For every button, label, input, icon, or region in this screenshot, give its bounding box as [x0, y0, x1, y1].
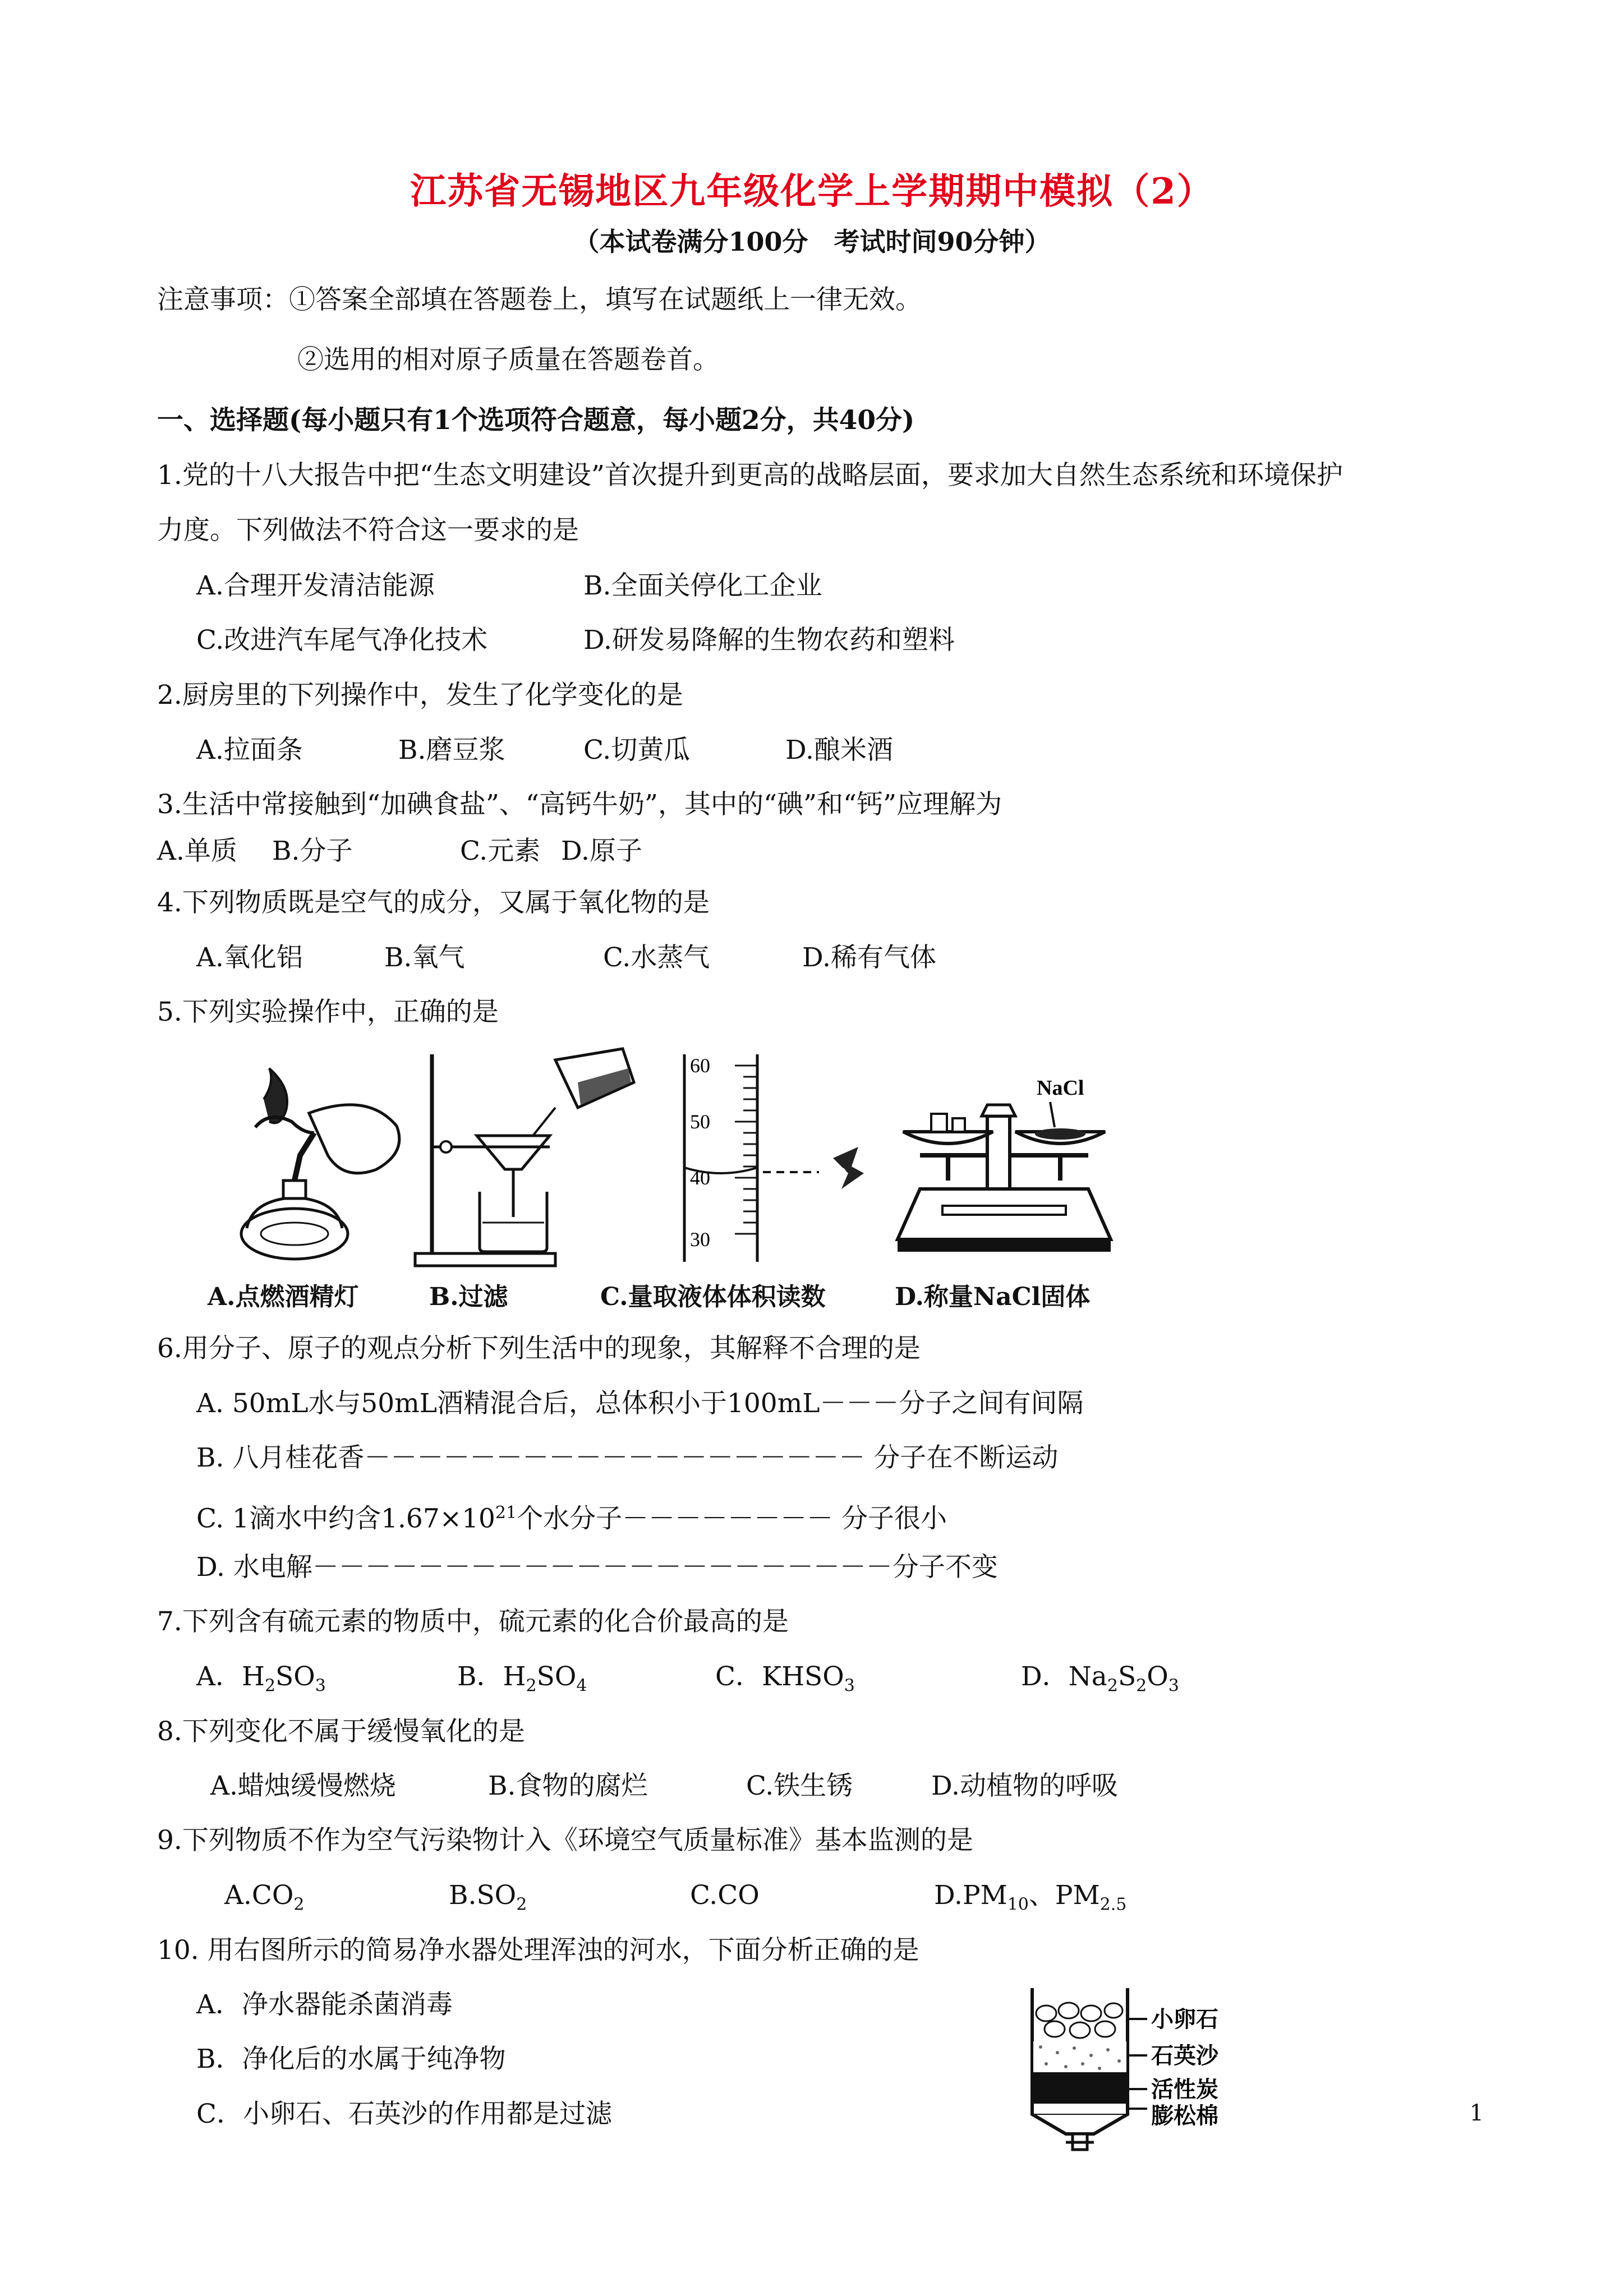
- alcohol-lamp-illustration: [230, 1066, 410, 1273]
- q4-stem: 4.下列物质既是空气的成分，又属于氧化物的是: [157, 887, 710, 918]
- filtration-illustration: [410, 1049, 645, 1273]
- q4-option-a: A.氧化铝: [196, 942, 303, 973]
- q5-caption-b: B.过滤: [429, 1283, 508, 1311]
- q10-option-b: B．净化后的水属于纯净物: [196, 2044, 506, 2074]
- q1-option-c: C.改进汽车尾气净化技术: [196, 625, 488, 656]
- page-title: 江苏省无锡地区九年级化学上学期期中模拟（2）: [410, 170, 1214, 213]
- q7-option-b: B．$H_2SO_4$: [457, 1661, 587, 1696]
- q4-option-b: B.氧气: [384, 942, 465, 973]
- q2-option-c: C.切黄瓜: [583, 735, 691, 766]
- measuring-cylinder-illustration: [673, 1049, 920, 1267]
- q6-stem: 6.用分子、原子的观点分析下列生活中的现象，其解释不合理的是: [157, 1333, 921, 1364]
- cylinder-tick-60: 60: [690, 1054, 710, 1077]
- q4-option-d: D.稀有气体: [802, 942, 936, 973]
- q9-stem: 9.下列物质不作为空气污染物计入《环境空气质量标准》基本监测的是: [157, 1825, 973, 1856]
- notice-line-1: 注意事项：①答案全部填在答题卷上，填写在试题纸上一律无效。: [157, 284, 922, 315]
- balance-illustration: [886, 1071, 1122, 1262]
- q9-option-c: C.CO: [690, 1880, 760, 1911]
- q6-option-c: C. 1滴水中约含$1.67\times 10^{21}$个水分子－－－－－－－－ 分子很小: [196, 1503, 947, 1534]
- section-heading: 一、选择题(每小题只有1个选项符合题意，每小题2分，共40分): [157, 405, 915, 436]
- q4-option-c: C.水蒸气: [603, 942, 710, 973]
- label-cotton: 膨松棉: [1151, 2103, 1218, 2129]
- label-pebbles: 小卵石: [1151, 2006, 1218, 2032]
- label-activated-carbon: 活性炭: [1151, 2076, 1218, 2103]
- q1-option-b: B.全面关停化工企业: [583, 570, 822, 601]
- q3-option-a: A.单质: [157, 836, 237, 866]
- q7-option-d: D．$Na_2S_2O_3$: [1021, 1661, 1179, 1696]
- q1-stem-line2: 力度。下列做法不符合这一要求的是: [157, 515, 579, 546]
- q2-option-a: A.拉面条: [196, 735, 303, 766]
- q8-option-a: A.蜡烛缓慢燃烧: [210, 1771, 396, 1801]
- q1-option-a: A.合理开发清洁能源: [196, 570, 435, 601]
- q8-option-b: B.食物的腐烂: [488, 1771, 648, 1801]
- nacl-label: NaCl: [1037, 1076, 1084, 1100]
- q3-option-c: C.元素: [460, 836, 541, 866]
- q3-stem: 3.生活中常接触到“加碘食盐”、“高钙牛奶”，其中的“碘”和“钙”应理解为: [157, 789, 1002, 820]
- q1-stem-line1: 1.党的十八大报告中把“生态文明建设”首次提升到更高的战略层面，要求加大自然生态系统和环境保护: [157, 460, 1343, 491]
- notice-line-2: ②选用的相对原子质量在答题卷首。: [297, 344, 719, 375]
- q5-stem: 5.下列实验操作中，正确的是: [157, 997, 499, 1027]
- q9-option-a: $A.CO_2$: [224, 1880, 305, 1915]
- q9-option-b: $B.SO_2$: [449, 1880, 527, 1915]
- q10-stem: 10. 用右图所示的简易净水器处理浑浊的河水，下面分析正确的是: [157, 1935, 919, 1966]
- q8-option-d: D.动植物的呼吸: [931, 1771, 1118, 1801]
- cylinder-tick-30: 30: [690, 1228, 710, 1251]
- water-purifier-illustration: [1027, 1985, 1262, 2154]
- q2-option-b: B.磨豆浆: [398, 735, 505, 766]
- page-number: 1: [1469, 2100, 1484, 2126]
- q10-option-c: C．小卵石、石英沙的作用都是过滤: [196, 2099, 612, 2129]
- q8-option-c: C.铁生锈: [746, 1771, 853, 1801]
- q3-option-b: B.分子: [272, 836, 353, 866]
- q2-stem: 2.厨房里的下列操作中，发生了化学变化的是: [157, 680, 683, 711]
- q1-option-d: D.研发易降解的生物农药和塑料: [583, 625, 955, 656]
- q7-option-c: C．$KHSO_3$: [715, 1661, 855, 1696]
- q5-caption-c: C.量取液体体积读数: [600, 1283, 826, 1311]
- exam-subtitle: （本试卷满分100分 考试时间90分钟）: [573, 227, 1051, 257]
- q6-option-d: D. 水电解－－－－－－－－－－－－－－－－－－－－－－分子不变: [196, 1552, 998, 1583]
- q3-option-d: D.原子: [561, 836, 642, 866]
- q5-caption-d: D.称量NaCl固体: [895, 1283, 1091, 1311]
- label-quartz-sand: 石英沙: [1151, 2043, 1218, 2069]
- q10-option-a: A．净水器能杀菌消毒: [196, 1989, 453, 2020]
- cylinder-tick-40: 40: [690, 1167, 710, 1189]
- q7-stem: 7.下列含有硫元素的物质中，硫元素的化合价最高的是: [157, 1606, 789, 1637]
- q7-option-a: A．$H_2SO_3$: [196, 1661, 326, 1696]
- q8-stem: 8.下列变化不属于缓慢氧化的是: [157, 1716, 525, 1747]
- q6-option-b: B. 八月桂花香－－－－－－－－－－－－－－－－－－－ 分子在不断运动: [196, 1442, 1059, 1473]
- cylinder-tick-50: 50: [690, 1110, 710, 1133]
- q5-caption-a: A.点燃酒精灯: [208, 1283, 359, 1311]
- q2-option-d: D.酿米酒: [785, 735, 893, 766]
- q9-option-d: $D.PM_{10}$、$PM_{2.5}$: [934, 1880, 1127, 1915]
- q6-option-a: A. 50mL水与50mL酒精混合后，总体积小于100mL－－－分子之间有间隔: [196, 1388, 1084, 1419]
